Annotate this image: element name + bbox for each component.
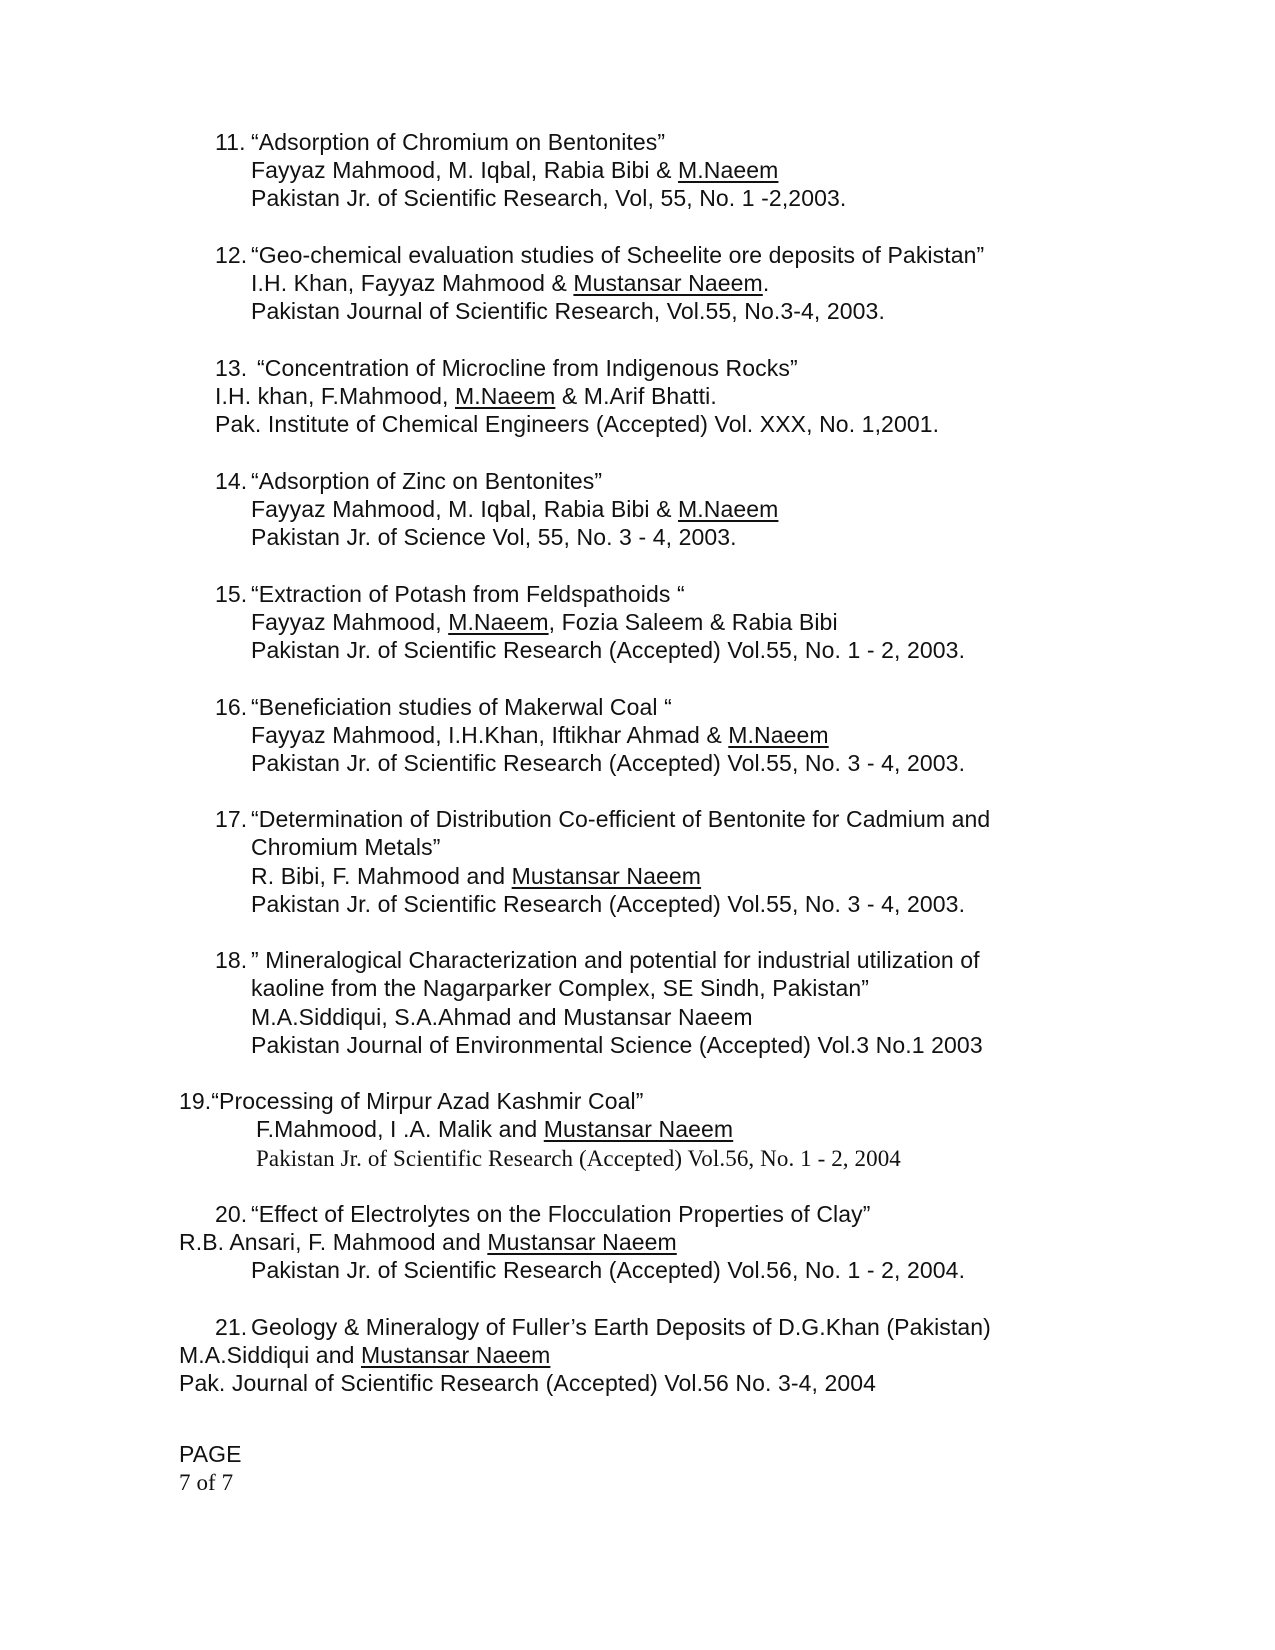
entry-19-journal: Pakistan Jr. of Scientific Research (Accepted) Vol.56, No. 1 - 2, 2004 [256,1146,901,1171]
entry-13-authors: I.H. khan, F.Mahmood, M.Naeem & M.Arif Bhatti. [215,383,717,409]
entry-21-journal: Pak. Journal of Scientific Research (Accepted) Vol.56 No. 3-4, 2004 [179,1370,877,1396]
entry-11-title: 11. “Adsorption of Chromium on Bentonites” [215,129,666,155]
entry-18-journal: Pakistan Journal of Environmental Science (Accepted) Vol.3 No.1 2003 [251,1032,983,1058]
entry-16-title: 16. “Beneficiation studies of Makerwal Coal “ [215,694,672,720]
entry-12-title: 12. “Geo-chemical evaluation studies of Scheelite ore deposits of Pakistan” [215,242,985,268]
entry-20-authors: R.B. Ansari, F. Mahmood and Mustansar Naeem [179,1229,677,1255]
entry-16-journal: Pakistan Jr. of Scientific Research (Accepted) Vol.55, No. 3 - 4, 2003. [251,750,966,776]
entry-18-title-continued: kaoline from the Nagarparker Complex, SE Sindh, Pakistan” [251,975,870,1001]
page-number: 7 of 7 [179,1470,234,1495]
entry-17-authors: R. Bibi, F. Mahmood and Mustansar Naeem [251,863,702,889]
entry-17-title-continued: Chromium Metals” [251,834,441,860]
page-footer-label: PAGE [179,1441,242,1467]
entry-15-journal: Pakistan Jr. of Scientific Research (Accepted) Vol.55, No. 1 - 2, 2003. [251,637,966,663]
entry-21-title: 21. Geology & Mineralogy of Fuller’s Earth Deposits of D.G.Khan (Pakistan) [215,1314,991,1340]
entry-12-journal: Pakistan Journal of Scientific Research, Vol.55, No.3-4, 2003. [251,298,885,324]
entry-11-journal: Pakistan Jr. of Scientific Research, Vol, 55, No. 1 -2,2003. [251,185,847,211]
entry-20-title: 20. “Effect of Electrolytes on the Flocculation Properties of Clay” [215,1201,871,1227]
entry-19-authors: F.Mahmood, I .A. Malik and Mustansar Naeem [256,1116,734,1142]
entry-11-authors: Fayyaz Mahmood, M. Iqbal, Rabia Bibi & M.Naeem [251,157,779,183]
entry-13-title: 13. “Concentration of Microcline from Indigenous Rocks” [215,355,798,381]
entry-14-authors: Fayyaz Mahmood, M. Iqbal, Rabia Bibi & M.Naeem [251,496,779,522]
entry-15-title: 15. “Extraction of Potash from Feldspathoids “ [215,581,685,607]
entry-18-authors: M.A.Siddiqui, S.A.Ahmad and Mustansar Naeem [251,1004,753,1030]
entry-12-authors: I.H. Khan, Fayyaz Mahmood & Mustansar Naeem. [251,270,770,296]
entry-16-authors: Fayyaz Mahmood, I.H.Khan, Iftikhar Ahmad & M.Naeem [251,722,829,748]
entry-19-title: 19.“Processing of Mirpur Azad Kashmir Coal” [179,1088,644,1114]
entry-20-journal: Pakistan Jr. of Scientific Research (Accepted) Vol.56, No. 1 - 2, 2004. [251,1257,966,1283]
entry-18-title: 18. ” Mineralogical Characterization and potential for industrial utilization of [215,947,980,973]
entry-14-journal: Pakistan Jr. of Science Vol, 55, No. 3 - 4, 2003. [251,524,737,550]
entry-21-authors: M.A.Siddiqui and Mustansar Naeem [179,1342,551,1368]
entry-13-journal: Pak. Institute of Chemical Engineers (Accepted) Vol. XXX, No. 1,2001. [215,411,940,437]
entry-15-authors: Fayyaz Mahmood, M.Naeem, Fozia Saleem & Rabia Bibi [251,609,838,635]
entry-17-journal: Pakistan Jr. of Scientific Research (Accepted) Vol.55, No. 3 - 4, 2003. [251,891,966,917]
entry-17-title: 17. “Determination of Distribution Co-efficient of Bentonite for Cadmium and [215,806,991,832]
entry-14-title: 14. “Adsorption of Zinc on Bentonites” [215,468,603,494]
